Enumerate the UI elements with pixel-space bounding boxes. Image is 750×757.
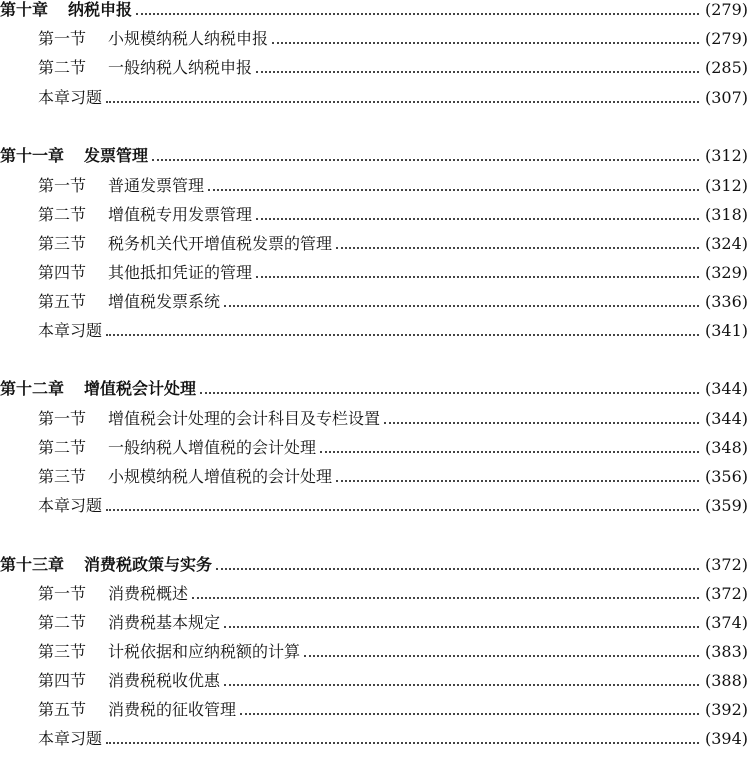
dot-leader [200,392,699,394]
section-title: 一般纳税人增值税的会计处理 [108,438,317,457]
dot-leader [152,159,699,161]
section-number: 第二节 [38,205,87,224]
section-title: 税务机关代开增值税发票的管理 [108,234,333,253]
dot-leader [136,13,699,15]
page-number: (312) [704,176,748,195]
page-number: (394) [704,729,748,748]
section-title: 其他抵扣凭证的管理 [108,263,253,282]
page-number: (359) [704,496,748,515]
page-number: (344) [704,379,748,398]
page-number: (324) [704,234,748,253]
section-number: 第一节 [38,29,87,48]
section-title: 消费税基本规定 [108,613,221,632]
toc-section-entry[interactable] [0,665,748,691]
page-number: (388) [704,671,748,690]
dot-leader [384,422,699,424]
section-title: 消费税的征收管理 [108,700,237,719]
page-number: (374) [704,613,748,632]
page-number: (285) [704,58,748,77]
chapter-number: 第十一章 [0,146,65,165]
dot-leader [106,509,699,511]
toc-section-entry[interactable] [0,82,748,108]
toc-section-entry[interactable] [0,315,748,341]
dot-leader [106,742,699,744]
toc-chapter-entry[interactable] [0,0,748,20]
section-number: 第一节 [38,409,87,428]
section-number: 第二节 [38,613,87,632]
section-number: 第二节 [38,438,87,457]
toc-section-entry[interactable] [0,23,748,49]
dot-leader [336,247,699,249]
toc-section-entry[interactable] [0,228,748,254]
toc-section-entry[interactable] [0,199,748,225]
dot-leader [256,71,699,73]
page-number: (329) [704,263,748,282]
dot-leader [256,276,699,278]
section-number: 第三节 [38,467,87,486]
page-number: (341) [704,321,748,340]
chapter-number: 第十章 [0,0,49,19]
dot-leader [240,713,699,715]
dot-leader [106,101,699,103]
toc-section-entry[interactable] [0,490,748,516]
page-number: (279) [704,29,748,48]
page-number: (372) [704,584,748,603]
section-number: 第一节 [38,176,87,195]
page-number: (392) [704,700,748,719]
page-number: (336) [704,292,748,311]
chapter-number: 第十二章 [0,379,65,398]
section-number: 第二节 [38,58,87,77]
dot-leader [224,305,699,307]
dot-leader [304,655,699,657]
dot-leader [224,626,699,628]
toc-section-entry[interactable] [0,403,748,429]
page-number: (279) [704,0,748,19]
section-number: 第四节 [38,671,87,690]
page-number: (344) [704,409,748,428]
section-title: 本章习题 [38,729,103,748]
page-number: (372) [704,555,748,574]
page-number: (307) [704,88,748,107]
section-title: 增值税会计处理的会计科目及专栏设置 [108,409,381,428]
section-title: 小规模纳税人纳税申报 [108,29,269,48]
section-title: 小规模纳税人增值税的会计处理 [108,467,333,486]
toc-section-entry[interactable] [0,636,748,662]
toc-section-entry[interactable] [0,578,748,604]
toc-chapter-entry[interactable] [0,140,748,166]
toc-section-entry[interactable] [0,461,748,487]
dot-leader [256,218,699,220]
dot-leader [224,684,699,686]
toc-section-entry[interactable] [0,694,748,720]
section-number: 第五节 [38,700,87,719]
dot-leader [208,189,699,191]
section-title: 计税依据和应纳税额的计算 [108,642,301,661]
section-number: 第三节 [38,234,87,253]
section-number: 第一节 [38,584,87,603]
chapter-title: 发票管理 [84,146,149,165]
section-title: 消费税税收优惠 [108,671,221,690]
page-number: (318) [704,205,748,224]
section-number: 第四节 [38,263,87,282]
section-title: 一般纳税人纳税申报 [108,58,253,77]
toc-section-entry[interactable] [0,607,748,633]
page-number: (356) [704,467,748,486]
page-number: (312) [704,146,748,165]
dot-leader [272,42,699,44]
section-title: 消费税概述 [108,584,189,603]
section-title: 普通发票管理 [108,176,205,195]
toc-section-entry[interactable] [0,723,748,749]
chapter-title: 纳税申报 [68,0,133,19]
section-number: 第三节 [38,642,87,661]
dot-leader [192,597,699,599]
section-title: 本章习题 [38,321,103,340]
chapter-number: 第十三章 [0,555,65,574]
section-title: 本章习题 [38,496,103,515]
toc-section-entry[interactable] [0,257,748,283]
toc-section-entry[interactable] [0,52,748,78]
toc-chapter-entry[interactable] [0,549,748,575]
dot-leader [320,451,699,453]
page-number: (348) [704,438,748,457]
section-title: 增值税发票系统 [108,292,221,311]
dot-leader [106,334,699,336]
dot-leader [336,480,699,482]
section-number: 第五节 [38,292,87,311]
toc-chapter-entry[interactable] [0,373,748,399]
section-title: 增值税专用发票管理 [108,205,253,224]
toc-section-entry[interactable] [0,170,748,196]
chapter-title: 增值税会计处理 [84,379,197,398]
toc-section-entry[interactable] [0,432,748,458]
chapter-title: 消费税政策与实务 [84,555,213,574]
page-number: (383) [704,642,748,661]
toc-section-entry[interactable] [0,286,748,312]
dot-leader [216,568,699,570]
section-title: 本章习题 [38,88,103,107]
